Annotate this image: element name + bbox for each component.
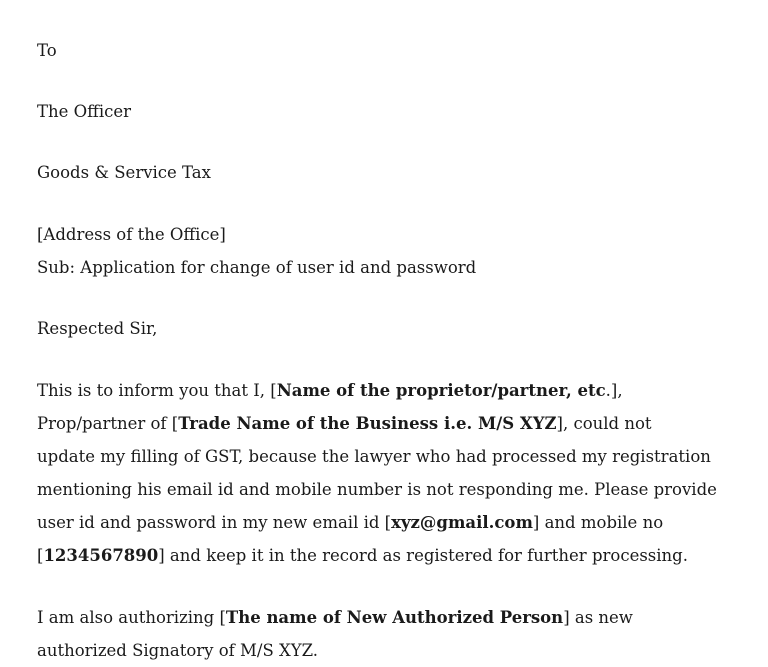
text: ], could not	[556, 414, 652, 433]
body-line	[37, 506, 768, 539]
body-line: update my filling of GST, because the lawyer who had processed my registration	[37, 447, 711, 466]
subject-line: Sub: Application for change of user id and password	[37, 258, 477, 277]
authorization-paragraph	[37, 601, 768, 667]
recipient: The Officer	[37, 102, 132, 121]
body-paragraph	[37, 374, 768, 572]
text: I am also authorizing [	[37, 608, 226, 627]
text: Prop/partner of [	[37, 414, 179, 433]
address-block	[37, 218, 768, 284]
mobile-placeholder: 1234567890	[43, 546, 159, 565]
text: user id and password in my new email id [	[37, 513, 392, 532]
trade-name-placeholder: Trade Name of the Business i.e. M/S XYZ	[178, 414, 557, 433]
body-line	[37, 539, 768, 572]
body-line	[37, 407, 768, 440]
text: ] and keep it in the record as registered for further processing.	[158, 546, 688, 565]
text: ] and mobile no	[532, 513, 664, 532]
body-line: mentioning his email id and mobile number is not responding me. Please provide	[37, 480, 717, 499]
email-placeholder: xyz@gmail.com	[391, 513, 533, 532]
text: .],	[605, 381, 623, 400]
to-line: To	[37, 41, 57, 60]
office-address: [Address of the Office]	[37, 225, 226, 244]
proprietor-name-placeholder: Name of the proprietor/partner, etc	[276, 381, 606, 400]
authorized-person-placeholder: The name of New Authorized Person	[225, 608, 564, 627]
text: [	[37, 546, 44, 565]
body-line: authorized Signatory of M/S XYZ.	[37, 641, 319, 660]
text: This is to inform you that I, [	[37, 381, 277, 400]
body-line	[37, 601, 768, 634]
department: Goods & Service Tax	[37, 163, 211, 182]
body-line	[37, 374, 768, 407]
salutation: Respected Sir,	[37, 319, 158, 338]
letter-document	[37, 35, 768, 667]
text: ] as new	[563, 608, 633, 627]
